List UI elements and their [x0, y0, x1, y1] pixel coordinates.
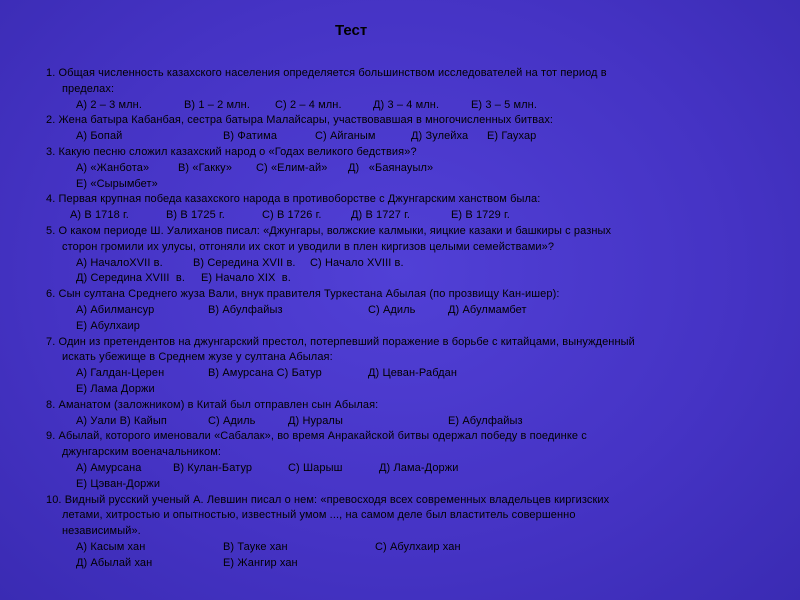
option-c[interactable]: С) «Елим-ай» — [256, 161, 328, 174]
option-c[interactable]: С) В 1726 г. — [262, 209, 322, 222]
question-6 — [46, 287, 756, 334]
option-e[interactable]: Е) Лама Доржи — [76, 382, 155, 395]
question-4 — [46, 192, 756, 224]
question-9-options-row-2 — [46, 477, 756, 493]
option-d[interactable]: Д) «Баянауыл» — [348, 161, 434, 174]
question-1-line-2: пределах: — [62, 82, 115, 95]
question-5-line-2: сторон громили их улусы, отгоняли их скот и уводили в плен киргизов целыми семействами»? — [62, 240, 555, 253]
option-a[interactable]: А) В 1718 г. — [70, 209, 129, 222]
question-7-line-2: искать убежище в Среднем жузе у султана Абылая: — [62, 351, 333, 364]
option-b[interactable]: В) Кулан-Батур — [173, 461, 253, 474]
option-d[interactable]: Д) Середина XVIII в. — [76, 272, 185, 285]
question-1-options — [46, 98, 756, 114]
question-7-line-1: 7. Один из претендентов на джунгарский престол, потерпевший поражение в борьбе с китайцами, вынужденный — [46, 335, 635, 348]
option-d[interactable]: Д) 3 – 4 млн. — [373, 98, 440, 111]
test-questions — [46, 66, 756, 572]
option-c[interactable]: С) Начало XVIII в. — [310, 256, 404, 269]
option-e[interactable]: Е) 3 – 5 млн. — [471, 98, 537, 111]
option-e[interactable]: Е) Цэван-Доржи — [76, 477, 161, 490]
option-a[interactable]: А) НачалоXVII в. — [76, 256, 163, 269]
option-e[interactable]: Е) Абулфайыз — [448, 414, 523, 427]
option-b[interactable]: В) Абулфайыз — [208, 303, 283, 316]
option-e[interactable]: Е) «Сырымбет» — [76, 177, 158, 190]
question-10-line-1: 10. Видный русский ученый А. Левшин писал о нем: «превосходя всех современных владельцев киргизских — [46, 493, 610, 506]
question-3 — [46, 145, 756, 192]
option-c[interactable]: С) Адиль — [368, 303, 416, 316]
question-2 — [46, 113, 756, 145]
option-a[interactable]: А) Бопай — [76, 130, 123, 143]
option-b[interactable]: В) В 1725 г. — [166, 209, 225, 222]
option-d[interactable]: Д) Абулмамбет — [448, 303, 527, 316]
question-6-options-row-2 — [46, 319, 756, 335]
question-10-line-3: независимый». — [62, 525, 141, 538]
option-c[interactable]: С) Абулхаир хан — [375, 540, 461, 553]
question-2-options — [46, 129, 756, 145]
question-7 — [46, 335, 756, 398]
option-b-c[interactable]: В) Амурсана С) Батур — [208, 367, 322, 380]
option-b[interactable]: В) Середина XVII в. — [193, 256, 296, 269]
option-d[interactable]: Д) Лама-Доржи — [379, 461, 459, 474]
question-1 — [46, 66, 756, 113]
option-d[interactable]: Д) Цеван-Рабдан — [368, 367, 458, 380]
option-a[interactable]: А) 2 – 3 млн. — [76, 98, 142, 111]
question-1-line-1: 1. Общая численность казахского населения определяется большинством исследователей на тот период в — [46, 67, 607, 79]
option-e[interactable]: Е) В 1729 г. — [451, 209, 510, 222]
option-b[interactable]: В) Фатима — [223, 130, 278, 143]
option-c[interactable]: С) Адиль — [208, 414, 256, 427]
question-9 — [46, 429, 756, 492]
option-a[interactable]: А) Касым хан — [76, 540, 146, 553]
question-5-line-1: 5. О каком периоде Ш. Уалиханов писал: «Джунгары, волжские калмыки, яицкие казаки и башкиры с разных — [46, 224, 612, 237]
option-e[interactable]: Е) Жангир хан — [223, 556, 298, 569]
option-e[interactable]: Е) Начало XIX в. — [201, 272, 291, 285]
question-10-options-row-1 — [46, 540, 756, 556]
option-b[interactable]: В) «Гакку» — [178, 161, 233, 174]
question-6-line-1: 6. Сын султана Среднего жуза Вали, внук правителя Туркестана Абылая (по прозвищу Кан-ишер): — [46, 288, 560, 301]
question-5-options-row-2 — [46, 271, 756, 287]
option-e[interactable]: Е) Гаухар — [487, 130, 537, 143]
option-d[interactable]: Д) Абылай хан — [76, 556, 153, 569]
option-d[interactable]: Д) Нуралы — [288, 414, 343, 427]
option-d[interactable]: Д) В 1727 г. — [351, 209, 411, 222]
question-2-line-1: 2. Жена батыра Кабанбая, сестра батыра Малайсары, участвовавшая в многочисленных битвах: — [46, 114, 554, 127]
question-9-options-row-1 — [46, 461, 756, 477]
option-d[interactable]: Д) Зулейха — [411, 130, 469, 143]
question-3-options-row-1 — [46, 161, 756, 177]
question-8-line-1: 8. Аманатом (заложником) в Китай был отправлен сын Абылая: — [46, 398, 379, 411]
question-10-line-2: летами, хитростью и опытностью, известный умом ..., на самом деле был властитель совершенно — [62, 509, 576, 522]
option-c[interactable]: С) Шарыш — [288, 461, 343, 474]
question-8 — [46, 398, 756, 430]
question-7-options-row-1 — [46, 366, 756, 382]
option-b[interactable]: В) 1 – 2 млн. — [184, 98, 250, 111]
question-3-line-1: 3. Какую песню сложил казахский народ о «Годах великого бедствия»? — [46, 145, 417, 158]
question-10-options-row-2 — [46, 556, 756, 572]
option-e[interactable]: Е) Абулхаир — [76, 319, 140, 332]
option-a[interactable]: А) Галдан-Церен — [76, 367, 165, 380]
option-a[interactable]: А) «Жанбота» — [76, 161, 150, 174]
question-4-options — [46, 208, 756, 224]
question-4-line-1: 4. Первая крупная победа казахского народа в противоборстве с Джунгарским ханством была: — [46, 193, 541, 206]
question-5 — [46, 224, 756, 287]
question-6-options-row-1 — [46, 303, 756, 319]
option-b[interactable]: В) Тауке хан — [223, 540, 288, 553]
option-c[interactable]: С) Айганым — [315, 130, 376, 143]
question-9-line-1: 9. Абылай, которого именовали «Сабалак», во время Анракайской битвы одержал победу в поединке с — [46, 430, 587, 443]
question-9-line-2: джунгарским военачальником: — [62, 446, 222, 459]
slide-title: Тест — [335, 22, 368, 39]
question-7-options-row-2 — [46, 382, 756, 398]
option-a[interactable]: А) Амурсана — [76, 461, 142, 474]
question-8-options — [46, 414, 756, 430]
option-a[interactable]: А) Абилмансур — [76, 303, 155, 316]
question-5-options-row-1 — [46, 256, 756, 272]
option-c[interactable]: С) 2 – 4 млн. — [275, 98, 342, 111]
question-10 — [46, 493, 756, 572]
option-a-b[interactable]: А) Уали В) Кайып — [76, 414, 167, 427]
question-3-options-row-2 — [46, 177, 756, 193]
